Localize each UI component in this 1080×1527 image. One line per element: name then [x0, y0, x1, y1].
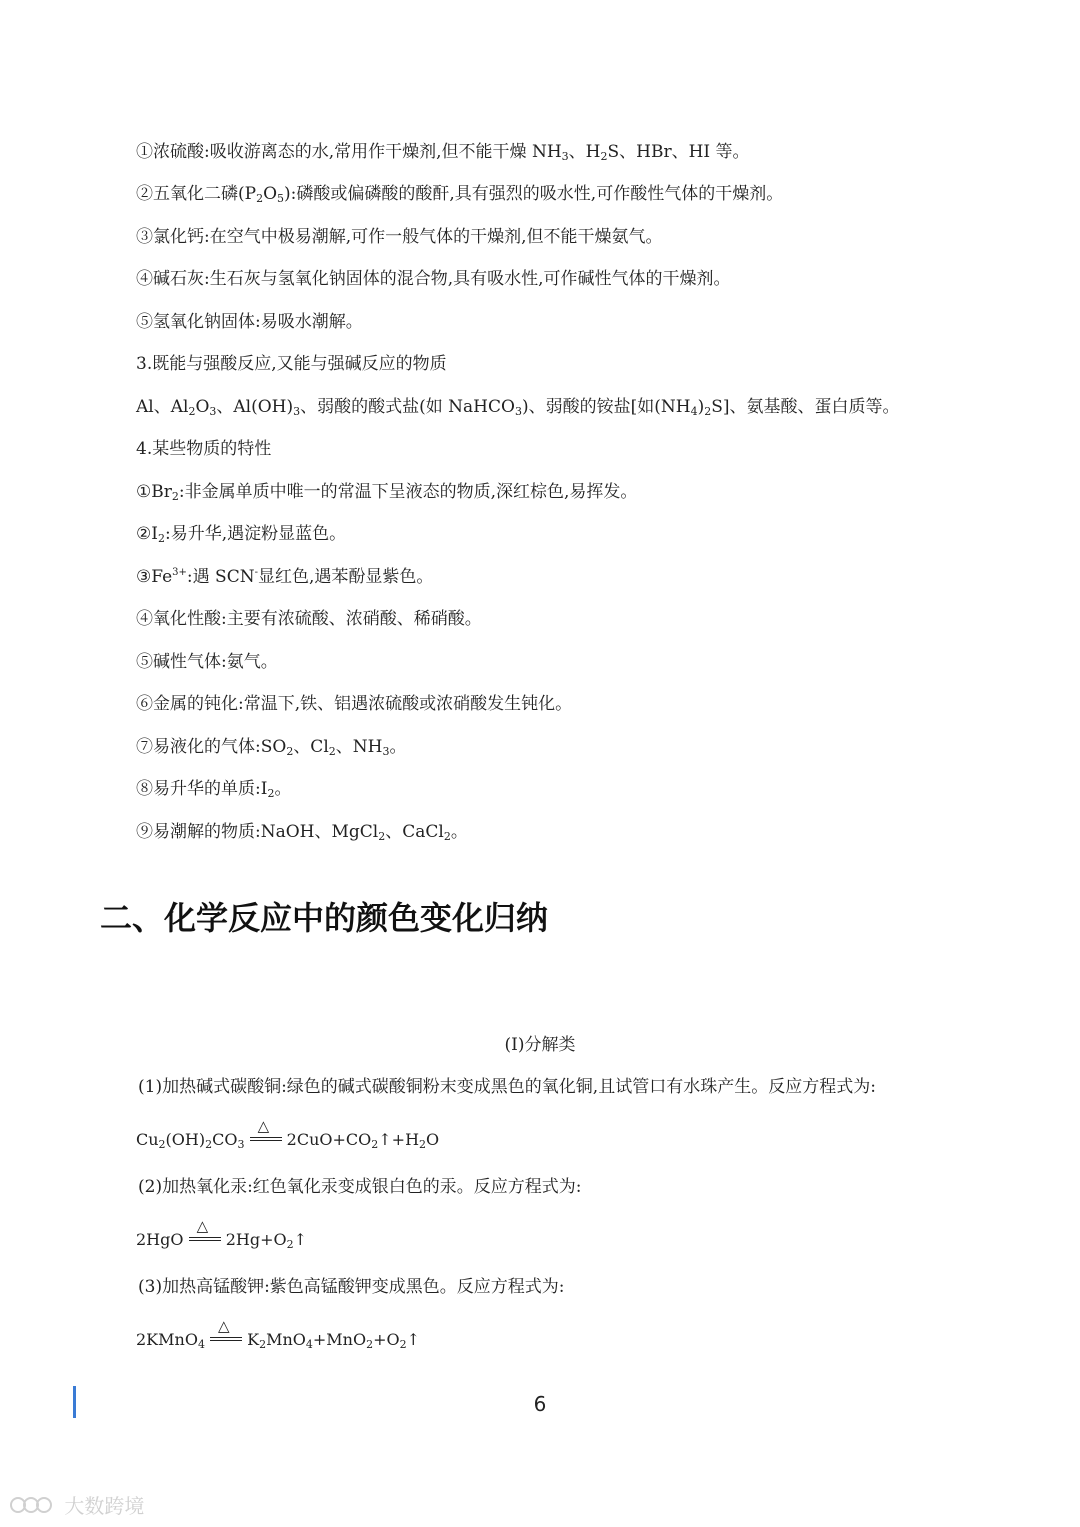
- equation-3-right: $K_2MnO_4+MnO_2+O_2↑$: [247, 1330, 421, 1351]
- reaction-2-text: (2)加热氧化汞:红色氧化汞变成银白色的汞。反应方程式为:: [138, 1177, 582, 1197]
- watermark-logo-icon: [10, 1493, 52, 1522]
- heat-delta-icon: △: [250, 1128, 282, 1152]
- item-p2o5: ②五氧化二磷$(P_2O_5)$:磷酸或偏磷酸的酸酐,具有强烈的吸水性,可作酸性气体的干燥剂。: [136, 184, 784, 205]
- prop-i2: $②I_2$:易升华,遇淀粉显蓝色。: [136, 524, 347, 545]
- equation-1: [136, 1117, 440, 1152]
- equation-3-left: 2KMnO$_4$: [136, 1330, 205, 1351]
- item-naoh-solid: ⑤氢氧化钠固体:易吸水潮解。: [136, 312, 363, 332]
- prop-br2: $①Br_2$:非金属单质中唯一的常温下呈液态的物质,深红棕色,易挥发。: [136, 482, 638, 503]
- prop-fe3: $③Fe^{3+}$:遇 SCN-显红色,遇苯酚显紫色。: [136, 567, 434, 587]
- equation-2-left: 2HgO: [136, 1230, 184, 1249]
- equation-2-right: $2Hg+O_2↑$: [225, 1230, 307, 1251]
- prop-sublimable: ⑧易升华的单质$:I_2$。: [136, 779, 292, 800]
- prop-basic-gas: ⑤碱性气体:氨气。: [136, 652, 278, 672]
- subheading: (I)分解类: [504, 1035, 576, 1055]
- item-soda-lime: ④碱石灰:生石灰与氢氧化钠固体的混合物,具有吸水性,可作碱性气体的干燥剂。: [136, 269, 731, 289]
- section-3-title: 3.既能与强酸反应,又能与强碱反应的物质: [136, 354, 447, 374]
- equation-2: [136, 1217, 307, 1252]
- prop-oxidizing-acids: ④氧化性酸:主要有浓硫酸、浓硝酸、稀硝酸。: [136, 609, 482, 629]
- page-number: 6: [533, 1392, 547, 1416]
- prop-deliquescent: ⑨易潮解的物质:NaOH、MgCl$_2$、CaCl$_2$。: [136, 822, 468, 843]
- item-cacl2: ③氯化钙:在空气中极易潮解,可作一般气体的干燥剂,但不能干燥氨气。: [136, 227, 663, 247]
- heat-delta-icon: △: [210, 1328, 242, 1352]
- watermark: 大数跨境: [10, 1490, 144, 1522]
- prop-liquefiable-gases: ⑦易液化的气体$:SO_2$、$Cl_2$、$NH_3$。: [136, 737, 407, 758]
- heat-delta-icon: △: [189, 1228, 221, 1252]
- reaction-3-text: (3)加热高锰酸钾:紫色高锰酸钾变成黑色。反应方程式为:: [138, 1277, 565, 1297]
- prop-passivation: ⑥金属的钝化:常温下,铁、铝遇浓硫酸或浓硝酸发生钝化。: [136, 694, 573, 714]
- equation-1-left: $Cu_2(OH)_2CO_3$: [136, 1130, 245, 1151]
- item-conc-sulfuric-acid: ①浓硫酸:吸收游离态的水,常用作干燥剂,但不能干燥 $NH_3$、$H_2S$、HBr、HI 等。: [136, 142, 750, 163]
- reaction-1-text: (1)加热碱式碳酸铜:绿色的碱式碳酸铜粉末变成黑色的氧化铜,且试管口有水珠产生。反应方程式为:: [138, 1077, 876, 1097]
- section-3-content: Al、$Al_2O_3$、$Al(OH)_3$、弱酸的酸式盐(如 NaHCO$_3$)、弱酸的铵盐[如$(NH_4)_2S$]、氨基酸、蛋白质等。: [136, 397, 900, 418]
- section-heading: 二、化学反应中的颜色变化归纳: [100, 899, 549, 937]
- section-4-title: 4.某些物质的特性: [136, 439, 272, 459]
- equation-3: [136, 1317, 421, 1352]
- equation-1-right: $2CuO+CO_2↑+H_2O$: [286, 1130, 440, 1151]
